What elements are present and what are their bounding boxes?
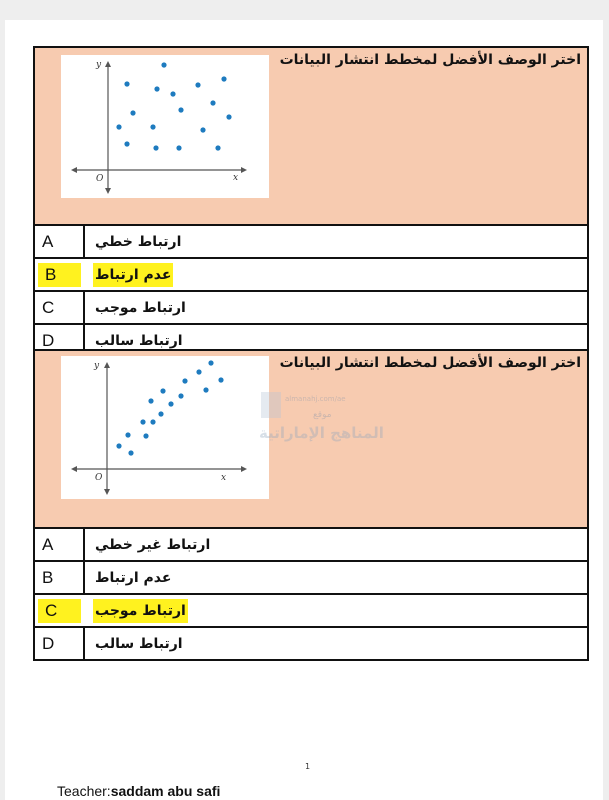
data-point (150, 419, 155, 424)
question-2-prompt: اختر الوصف الأفضل لمخطط انتشار البيانات (279, 355, 581, 371)
data-point (221, 76, 226, 81)
data-point (203, 387, 208, 392)
x-axis-arrow-left (71, 466, 77, 472)
option-letter: A (35, 529, 85, 560)
data-point (196, 369, 201, 374)
data-point (182, 378, 187, 383)
data-point (208, 360, 213, 365)
worksheet-page (5, 20, 603, 800)
question-2-option-a[interactable] (35, 529, 587, 562)
data-point (124, 81, 129, 86)
option-text: عدم ارتباط (95, 570, 172, 586)
question-2-option-d[interactable] (35, 628, 587, 659)
option-text: ارتباط سالب (95, 636, 183, 652)
option-letter: C (38, 599, 81, 623)
question-1-data-points (116, 62, 231, 150)
option-letter: B (35, 562, 85, 593)
data-point (158, 411, 163, 416)
data-point (168, 401, 173, 406)
data-point (226, 114, 231, 119)
data-point (154, 86, 159, 91)
y-axis-arrow-down (105, 188, 111, 194)
x-axis-label: x (221, 473, 227, 483)
question-1-table (33, 46, 589, 358)
y-axis-label: y (94, 361, 100, 371)
teacher-label: Teacher: (57, 783, 111, 799)
data-point (178, 393, 183, 398)
x-axis-label: x (233, 173, 239, 183)
y-axis-label: y (96, 60, 102, 70)
data-point (200, 127, 205, 132)
origin-label: O (96, 174, 104, 184)
option-letter: C (35, 292, 85, 323)
question-1-option-a[interactable] (35, 226, 587, 259)
option-text: ارتباط خطي (95, 234, 182, 250)
data-point (143, 433, 148, 438)
option-letter: D (35, 325, 85, 356)
data-point (161, 62, 166, 67)
question-1-prompt: اختر الوصف الأفضل لمخطط انتشار البيانات (279, 52, 581, 68)
teacher-name: saddam abu safi (110, 783, 221, 799)
question-2-data-points (116, 360, 223, 455)
question-1-option-c[interactable] (35, 292, 587, 325)
y-axis-arrow-up (104, 362, 110, 368)
option-letter: A (35, 226, 85, 257)
data-point (140, 419, 145, 424)
data-point (170, 91, 175, 96)
option-text: ارتباط غير خطي (95, 537, 211, 553)
data-point (153, 145, 158, 150)
watermark-site: almanahj.com/ae (285, 395, 346, 403)
data-point (176, 145, 181, 150)
page-number: 1 (305, 762, 311, 771)
x-axis-arrow-right (241, 466, 247, 472)
data-point (160, 388, 165, 393)
data-point (218, 377, 223, 382)
question-2-header (35, 351, 587, 529)
y-axis-arrow-down (104, 489, 110, 495)
option-letter: D (35, 628, 85, 659)
option-text: ارتباط سالب (95, 333, 183, 349)
watermark-line2: المناهج الإماراتية (259, 424, 384, 442)
option-text: ارتباط موجب (95, 300, 186, 316)
data-point (128, 450, 133, 455)
watermark-line1: موقع (313, 410, 332, 420)
option-text: عدم ارتباط (93, 263, 173, 287)
data-point (178, 107, 183, 112)
question-1-scatter-plot (61, 55, 269, 198)
origin-label: O (95, 473, 103, 483)
data-point (116, 124, 121, 129)
data-point (130, 110, 135, 115)
data-point (124, 141, 129, 146)
x-axis-arrow-right (241, 167, 247, 173)
question-1-option-b[interactable] (35, 259, 587, 292)
question-2-scatter-plot (61, 356, 269, 499)
x-axis-arrow-left (71, 167, 77, 173)
teacher-credit (57, 783, 220, 799)
y-axis-arrow-up (105, 61, 111, 67)
data-point (210, 100, 215, 105)
data-point (148, 398, 153, 403)
option-letter: B (38, 263, 81, 287)
option-text: ارتباط موجب (93, 599, 188, 623)
data-point (116, 443, 121, 448)
data-point (215, 145, 220, 150)
data-point (195, 82, 200, 87)
question-1-header (35, 48, 587, 226)
question-2-option-c[interactable] (35, 595, 587, 628)
data-point (125, 432, 130, 437)
data-point (150, 124, 155, 129)
question-2-option-b[interactable] (35, 562, 587, 595)
question-2-table (33, 349, 589, 661)
